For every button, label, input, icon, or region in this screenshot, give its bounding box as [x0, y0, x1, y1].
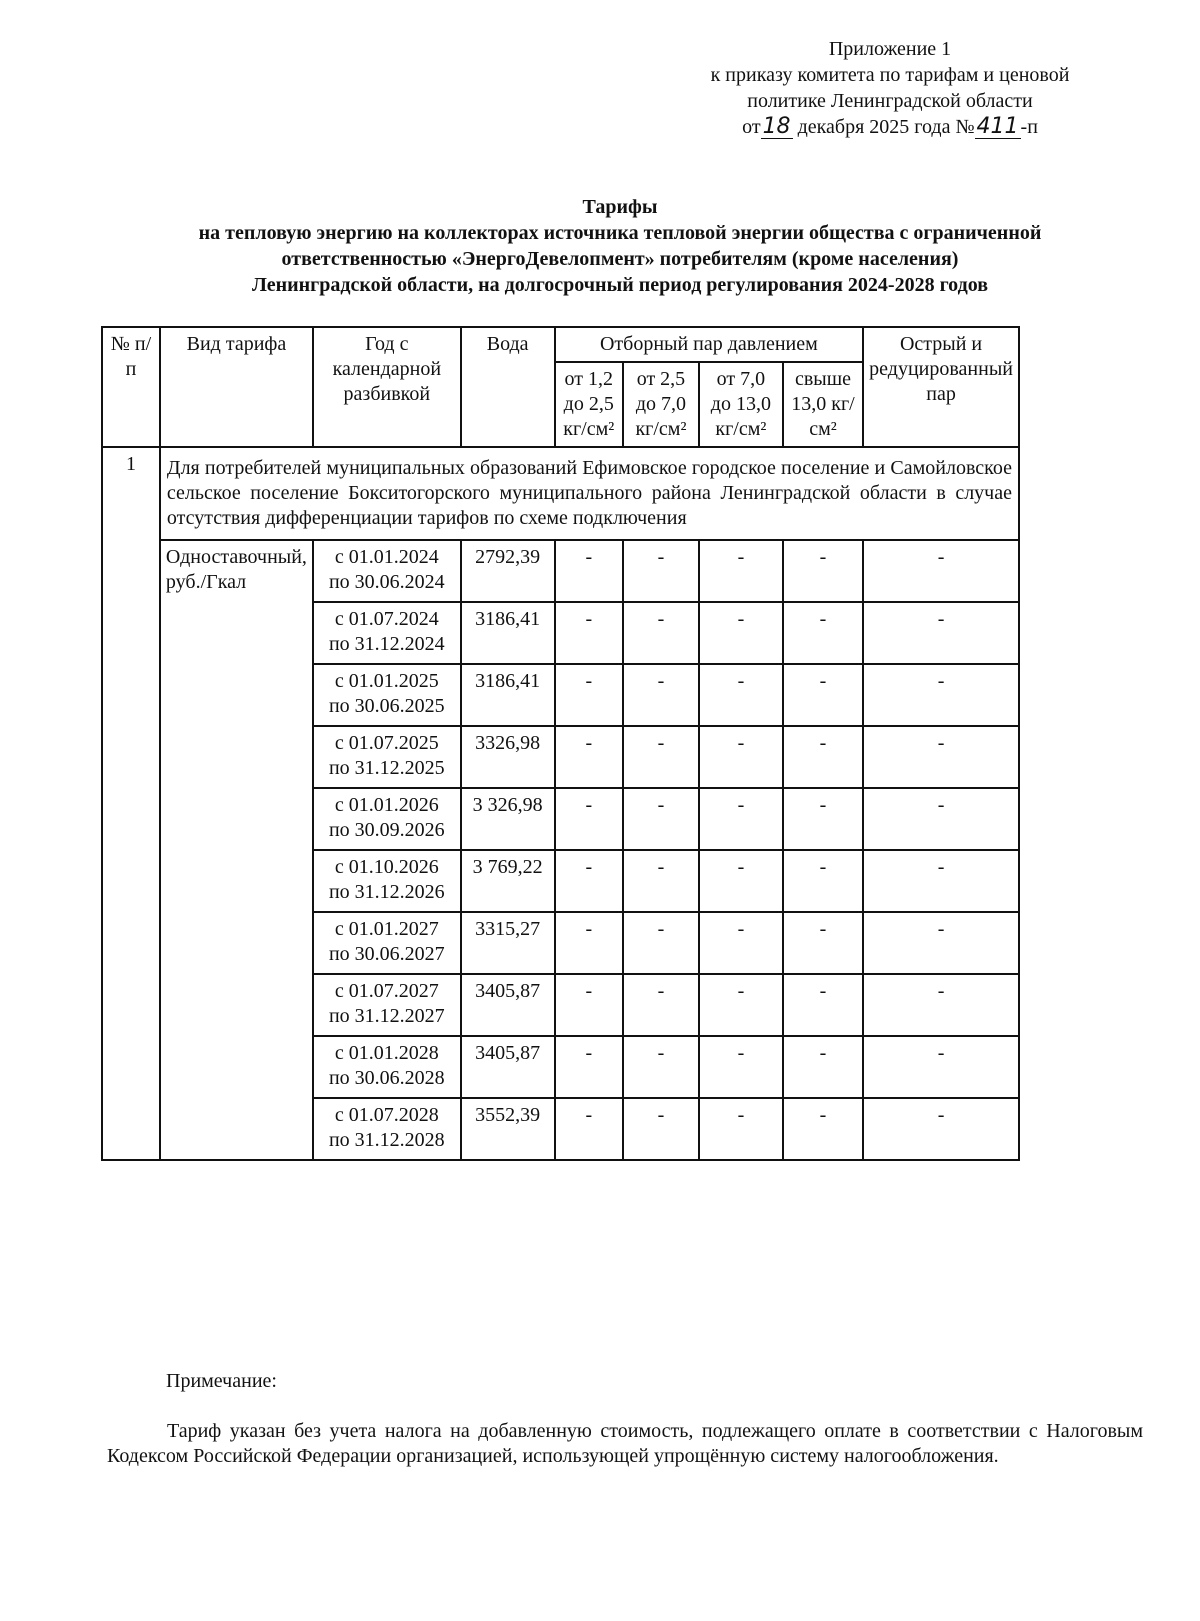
- empty-tariff-cell: -: [699, 788, 783, 850]
- header-num: № п/п: [102, 327, 160, 447]
- period-from: с 01.07.2025: [334, 732, 439, 754]
- water-tariff-cell: 3186,41: [461, 664, 555, 726]
- empty-tariff-cell: -: [699, 726, 783, 788]
- period-cell: [313, 664, 461, 726]
- water-tariff-cell: 2792,39: [461, 540, 555, 602]
- period-to: по 30.06.2027: [328, 943, 445, 965]
- header-year: Год с календарной разбивкой: [313, 327, 461, 447]
- empty-tariff-cell: -: [783, 1036, 863, 1098]
- period-from: с 01.01.2025: [334, 670, 439, 692]
- empty-tariff-cell: -: [863, 788, 1019, 850]
- period-from: с 01.07.2024: [334, 608, 439, 630]
- period-from: с 01.10.2026: [334, 856, 439, 878]
- annex-line-3: политике Ленинградской области: [747, 90, 1033, 112]
- title-line-2: на тепловую энергию на коллекторах источника тепловой энергии общества с ограниченной: [198, 222, 1042, 244]
- empty-tariff-cell: -: [863, 912, 1019, 974]
- annex-line-2: к приказу комитета по тарифам и ценовой: [710, 64, 1070, 86]
- empty-tariff-cell: -: [699, 1036, 783, 1098]
- empty-tariff-cell: -: [623, 912, 699, 974]
- header-sharp-steam: Острый и редуцированный пар: [863, 327, 1019, 447]
- empty-tariff-cell: -: [555, 912, 623, 974]
- water-tariff-cell: 3 326,98: [461, 788, 555, 850]
- date-prefix: от: [742, 116, 761, 138]
- empty-tariff-cell: -: [623, 726, 699, 788]
- water-tariff-cell: 3186,41: [461, 602, 555, 664]
- empty-tariff-cell: -: [555, 726, 623, 788]
- empty-tariff-cell: -: [863, 850, 1019, 912]
- tariff-type-cell: Одноставочный, руб./Гкал: [160, 540, 313, 1160]
- period-cell: [313, 1098, 461, 1160]
- period-to: по 31.12.2025: [328, 757, 445, 779]
- period-to: по 30.06.2028: [328, 1067, 445, 1089]
- period-from: с 01.01.2027: [334, 918, 439, 940]
- empty-tariff-cell: -: [555, 1098, 623, 1160]
- empty-tariff-cell: -: [623, 664, 699, 726]
- period-to: по 30.06.2025: [328, 695, 445, 717]
- water-tariff-cell: 3405,87: [461, 974, 555, 1036]
- empty-tariff-cell: -: [623, 1036, 699, 1098]
- period-to: по 30.06.2024: [328, 571, 445, 593]
- header-water: Вода: [461, 327, 555, 447]
- empty-tariff-cell: -: [699, 974, 783, 1036]
- table-row: [102, 540, 1019, 602]
- title-line-1: Тарифы: [582, 196, 658, 218]
- header-steam-3: от 7,0 до 13,0 кг/см²: [699, 362, 783, 447]
- period-to: по 31.12.2026: [328, 881, 445, 903]
- water-tariff-cell: 3405,87: [461, 1036, 555, 1098]
- empty-tariff-cell: -: [623, 602, 699, 664]
- header-steam: Отборный пар давлением: [555, 327, 864, 362]
- group-description: Для потребителей муниципальных образований Ефимовское городское поселение и Самойловское сельское поселение Бокситогорского муниципального района Ленинградской области в случае отсутствия дифференциации тарифов по схеме подключения: [160, 447, 1019, 540]
- empty-tariff-cell: -: [863, 664, 1019, 726]
- date-mid: декабря 2025 года №: [797, 116, 975, 138]
- empty-tariff-cell: -: [623, 850, 699, 912]
- water-tariff-cell: 3326,98: [461, 726, 555, 788]
- empty-tariff-cell: -: [555, 974, 623, 1036]
- empty-tariff-cell: -: [699, 850, 783, 912]
- empty-tariff-cell: -: [783, 540, 863, 602]
- title-line-4: Ленинградской области, на долгосрочный период регулирования 2024-2028 годов: [251, 274, 989, 296]
- empty-tariff-cell: -: [555, 1036, 623, 1098]
- empty-tariff-cell: -: [699, 602, 783, 664]
- header-tariff-type: Вид тарифа: [160, 327, 313, 447]
- group-number: 1: [102, 447, 160, 1160]
- annex-header: [640, 36, 1140, 140]
- empty-tariff-cell: -: [863, 1098, 1019, 1160]
- period-cell: [313, 540, 461, 602]
- empty-tariff-cell: -: [783, 850, 863, 912]
- period-from: с 01.01.2026: [334, 794, 439, 816]
- annex-line-1: Приложение 1: [828, 38, 952, 60]
- order-suffix: -п: [1020, 116, 1038, 138]
- empty-tariff-cell: -: [555, 850, 623, 912]
- period-cell: [313, 912, 461, 974]
- period-to: по 31.12.2028: [328, 1129, 445, 1151]
- note-label: Примечание:: [166, 1370, 277, 1392]
- order-number-handwritten: 411: [976, 114, 1019, 139]
- header-steam-1: от 1,2 до 2,5 кг/см²: [555, 362, 623, 447]
- empty-tariff-cell: -: [783, 726, 863, 788]
- period-to: по 30.09.2026: [328, 819, 445, 841]
- period-to: по 31.12.2027: [328, 1005, 445, 1027]
- empty-tariff-cell: -: [699, 540, 783, 602]
- empty-tariff-cell: -: [783, 1098, 863, 1160]
- empty-tariff-cell: -: [863, 540, 1019, 602]
- period-from: с 01.07.2027: [334, 980, 439, 1002]
- empty-tariff-cell: -: [783, 602, 863, 664]
- empty-tariff-cell: -: [863, 974, 1019, 1036]
- period-from: с 01.07.2028: [334, 1104, 439, 1126]
- empty-tariff-cell: -: [623, 1098, 699, 1160]
- annex-date-line: [640, 114, 1140, 140]
- header-steam-2: от 2,5 до 7,0 кг/см²: [623, 362, 699, 447]
- empty-tariff-cell: -: [623, 974, 699, 1036]
- period-to: по 31.12.2024: [328, 633, 445, 655]
- header-steam-4: свыше 13,0 кг/см²: [783, 362, 863, 447]
- water-tariff-cell: 3315,27: [461, 912, 555, 974]
- empty-tariff-cell: -: [699, 1098, 783, 1160]
- empty-tariff-cell: -: [555, 540, 623, 602]
- period-cell: [313, 1036, 461, 1098]
- empty-tariff-cell: -: [863, 1036, 1019, 1098]
- empty-tariff-cell: -: [783, 664, 863, 726]
- empty-tariff-cell: -: [555, 664, 623, 726]
- empty-tariff-cell: -: [699, 664, 783, 726]
- empty-tariff-cell: -: [623, 540, 699, 602]
- empty-tariff-cell: -: [555, 602, 623, 664]
- group-row: [102, 447, 1019, 540]
- title-line-3: ответственностью «ЭнергоДевелопмент» потребителям (кроме населения): [281, 248, 959, 270]
- note-text: Тариф указан без учета налога на добавленную стоимость, подлежащего оплате в соответствии с Налоговым Кодексом Российской Федерации организацией, использующей упрощённую систему налогообложения.: [107, 1420, 1143, 1467]
- empty-tariff-cell: -: [783, 912, 863, 974]
- empty-tariff-cell: -: [555, 788, 623, 850]
- empty-tariff-cell: -: [623, 788, 699, 850]
- period-cell: [313, 726, 461, 788]
- empty-tariff-cell: -: [863, 602, 1019, 664]
- empty-tariff-cell: -: [783, 974, 863, 1036]
- water-tariff-cell: 3 769,22: [461, 850, 555, 912]
- document-title: [100, 194, 1140, 298]
- water-tariff-cell: 3552,39: [461, 1098, 555, 1160]
- period-cell: [313, 788, 461, 850]
- period-from: с 01.01.2024: [334, 546, 439, 568]
- period-cell: [313, 850, 461, 912]
- empty-tariff-cell: -: [863, 726, 1019, 788]
- empty-tariff-cell: -: [699, 912, 783, 974]
- period-from: с 01.01.2028: [334, 1042, 439, 1064]
- empty-tariff-cell: -: [783, 788, 863, 850]
- date-day-handwritten: 18: [762, 114, 791, 139]
- period-cell: [313, 602, 461, 664]
- tariff-table: [101, 326, 1020, 1161]
- period-cell: [313, 974, 461, 1036]
